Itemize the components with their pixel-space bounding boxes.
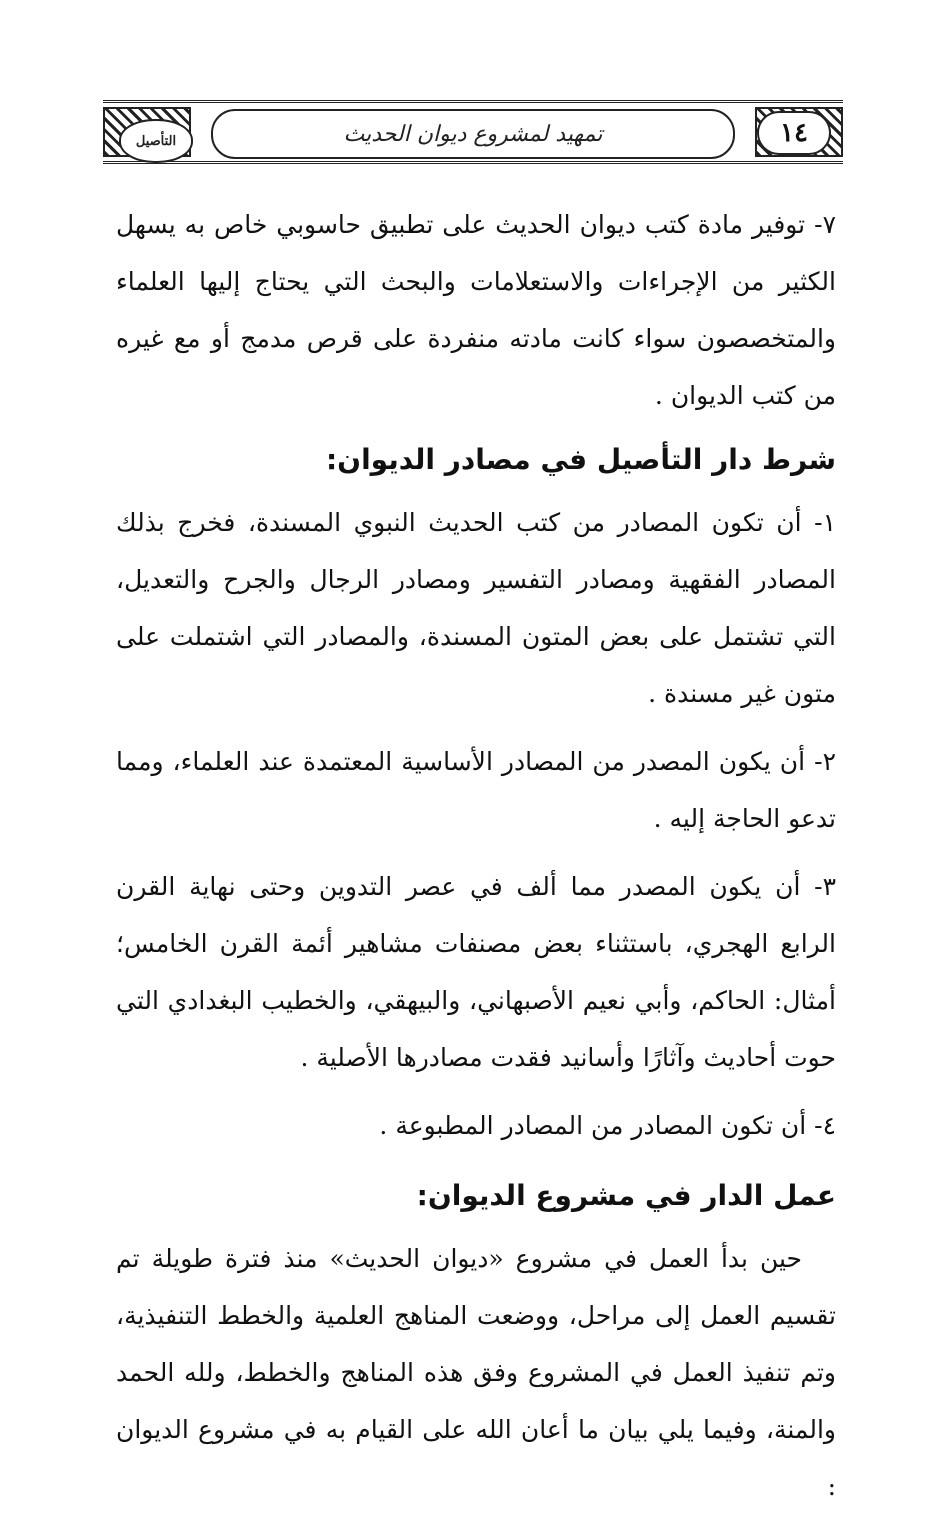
page-header bbox=[103, 100, 843, 164]
list-item bbox=[116, 196, 836, 424]
item-text: توفير مادة كتب ديوان الحديث على تطبيق حاسوبي خاص به يسهل الكثير من الإجراءات والاستعلامات والبحث التي يحتاج إليها العلماء والمتخصصون سواء كانت مادته منفردة على قرص مدمج أو مع غيره من كتب الديوان . bbox=[116, 210, 836, 410]
item-number: ٢- bbox=[814, 747, 836, 776]
section-heading-work: عمل الدار في مشروع الديوان: bbox=[416, 1179, 836, 1212]
item-number: ٤- bbox=[814, 1111, 836, 1140]
item-number: ٣- bbox=[814, 872, 837, 901]
item-number: ٧- bbox=[814, 210, 836, 239]
item-text: أن تكون المصادر من المصادر المطبوعة . bbox=[379, 1111, 807, 1140]
list-item bbox=[116, 1097, 836, 1154]
item-text: أن تكون المصادر من كتب الحديث النبوي المسندة، فخرج بذلك المصادر الفقهية ومصادر التفسير ومصادر الرجال والجرح والتعديل، التي تشتمل على بعض المتون المسندة، والمصادر التي اشتملت على متون غير مسندة . bbox=[116, 508, 836, 708]
list-item bbox=[116, 494, 836, 722]
item-text: أن يكون المصدر من المصادر الأساسية المعتمدة عند العلماء، ومما تدعو الحاجة إليه . bbox=[116, 747, 836, 833]
body-paragraph: حين بدأ العمل في مشروع «ديوان الحديث» منذ فترة طويلة تم تقسيم العمل إلى مراحل، ووضعت المناهج العلمية والخطط التنفيذية، وتم تنفيذ العمل في المشروع وفق هذه المناهج والخطط، ولله الحمد والمنة، وفيما يلي بيان ما أعان الله على القيام به في مشروع الديوان : bbox=[116, 1244, 836, 1501]
running-title: تمهيد لمشروع ديوان الحديث bbox=[211, 109, 735, 159]
item-number: ١- bbox=[814, 508, 836, 537]
item-text: أن يكون المصدر مما ألف في عصر التدوين وحتى نهاية القرن الرابع الهجري، باستثناء بعض مصنفات مشاهير أئمة القرن الخامس؛ أمثال: الحاكم، وأبي نعيم الأصبهاني، والبيهقي، والخطيب البغدادي التي حوت أحاديث وآثارًا وأسانيد فقدت مصادرها الأصلية . bbox=[116, 872, 836, 1072]
header-ornament-left bbox=[103, 107, 191, 157]
publisher-logo: التأصيل bbox=[119, 119, 193, 163]
list-item bbox=[116, 858, 836, 1086]
page-number: ١٤ bbox=[757, 111, 831, 155]
page-body bbox=[116, 196, 836, 1526]
section-heading-conditions: شرط دار التأصيل في مصادر الديوان: bbox=[325, 443, 836, 476]
list-item bbox=[116, 733, 836, 847]
